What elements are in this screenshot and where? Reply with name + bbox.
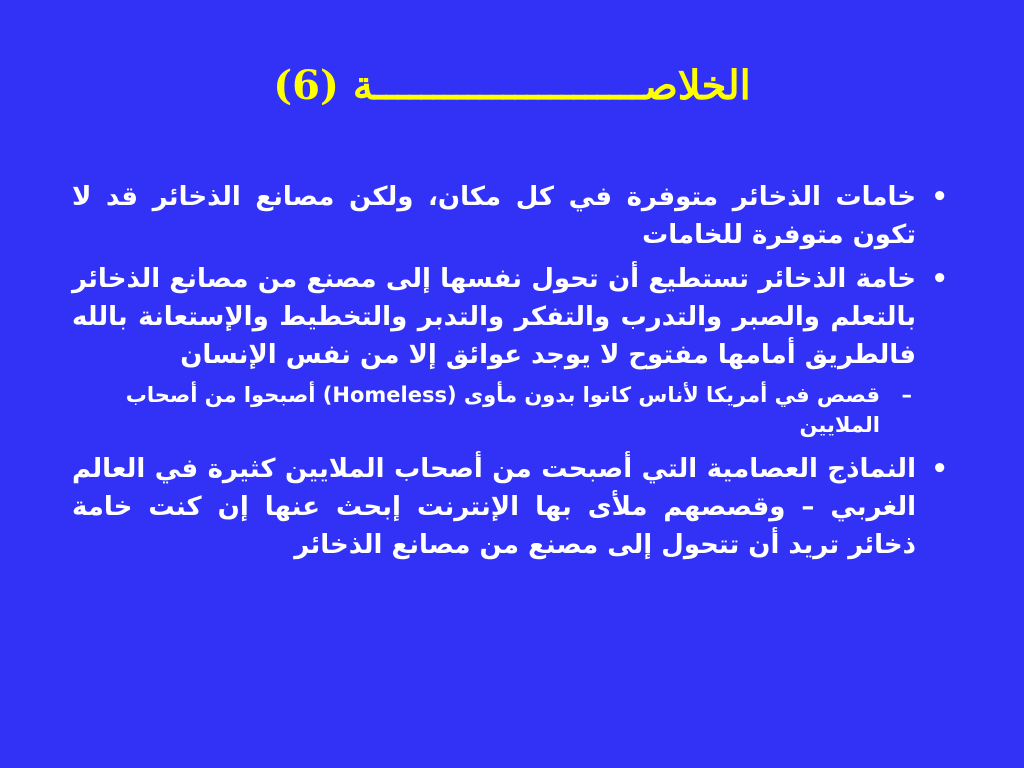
sub-bullet-item: [72, 380, 952, 440]
bullet-dot: •: [931, 182, 948, 212]
bullet-text: خامات الذخائر متوفرة في كل مكان، ولكن مصانع الذخائر قد لا تكون متوفرة للخامات: [72, 182, 916, 250]
sub-bullet-dash: –: [901, 383, 912, 407]
sub-bullet-text-after: ) أصبحوا من أصحاب الملايين: [125, 383, 880, 437]
bullet-item-1: [72, 178, 952, 254]
bullet-dot: •: [931, 264, 948, 294]
bullet-item-3: [72, 450, 952, 564]
sub-bullet-latin-term: Homeless: [332, 383, 447, 407]
sub-bullet-text-before: قصص في أمريكا لأناس كانوا بدون مأوى (: [446, 383, 880, 407]
bullet-item-2: [72, 260, 952, 374]
bullet-text: النماذج العصامية التي أصبحت من أصحاب الملايين كثيرة في العالم الغربي – وقصصهم ملأى بها الإنترنت إبحث عنها إن كنت خامة ذخائر تريد أن تتحول إلى مصنع من مصانع الذخائر: [72, 454, 916, 560]
bullet-text: خامة الذخائر تستطيع أن تحول نفسها إلى مصنع من مصانع الذخائر بالتعلم والصبر والتدرب والتفكر والتدبر والتخطيط والإستعانة بالله فالطريق أمامها مفتوح لا يوجد عوائق إلا من نفس الإنسان: [72, 264, 916, 370]
bullet-dot: •: [931, 454, 948, 484]
slide-content: [72, 178, 952, 570]
slide-title: الخلاصـــــــــــــــــــــــة (6): [273, 62, 751, 109]
